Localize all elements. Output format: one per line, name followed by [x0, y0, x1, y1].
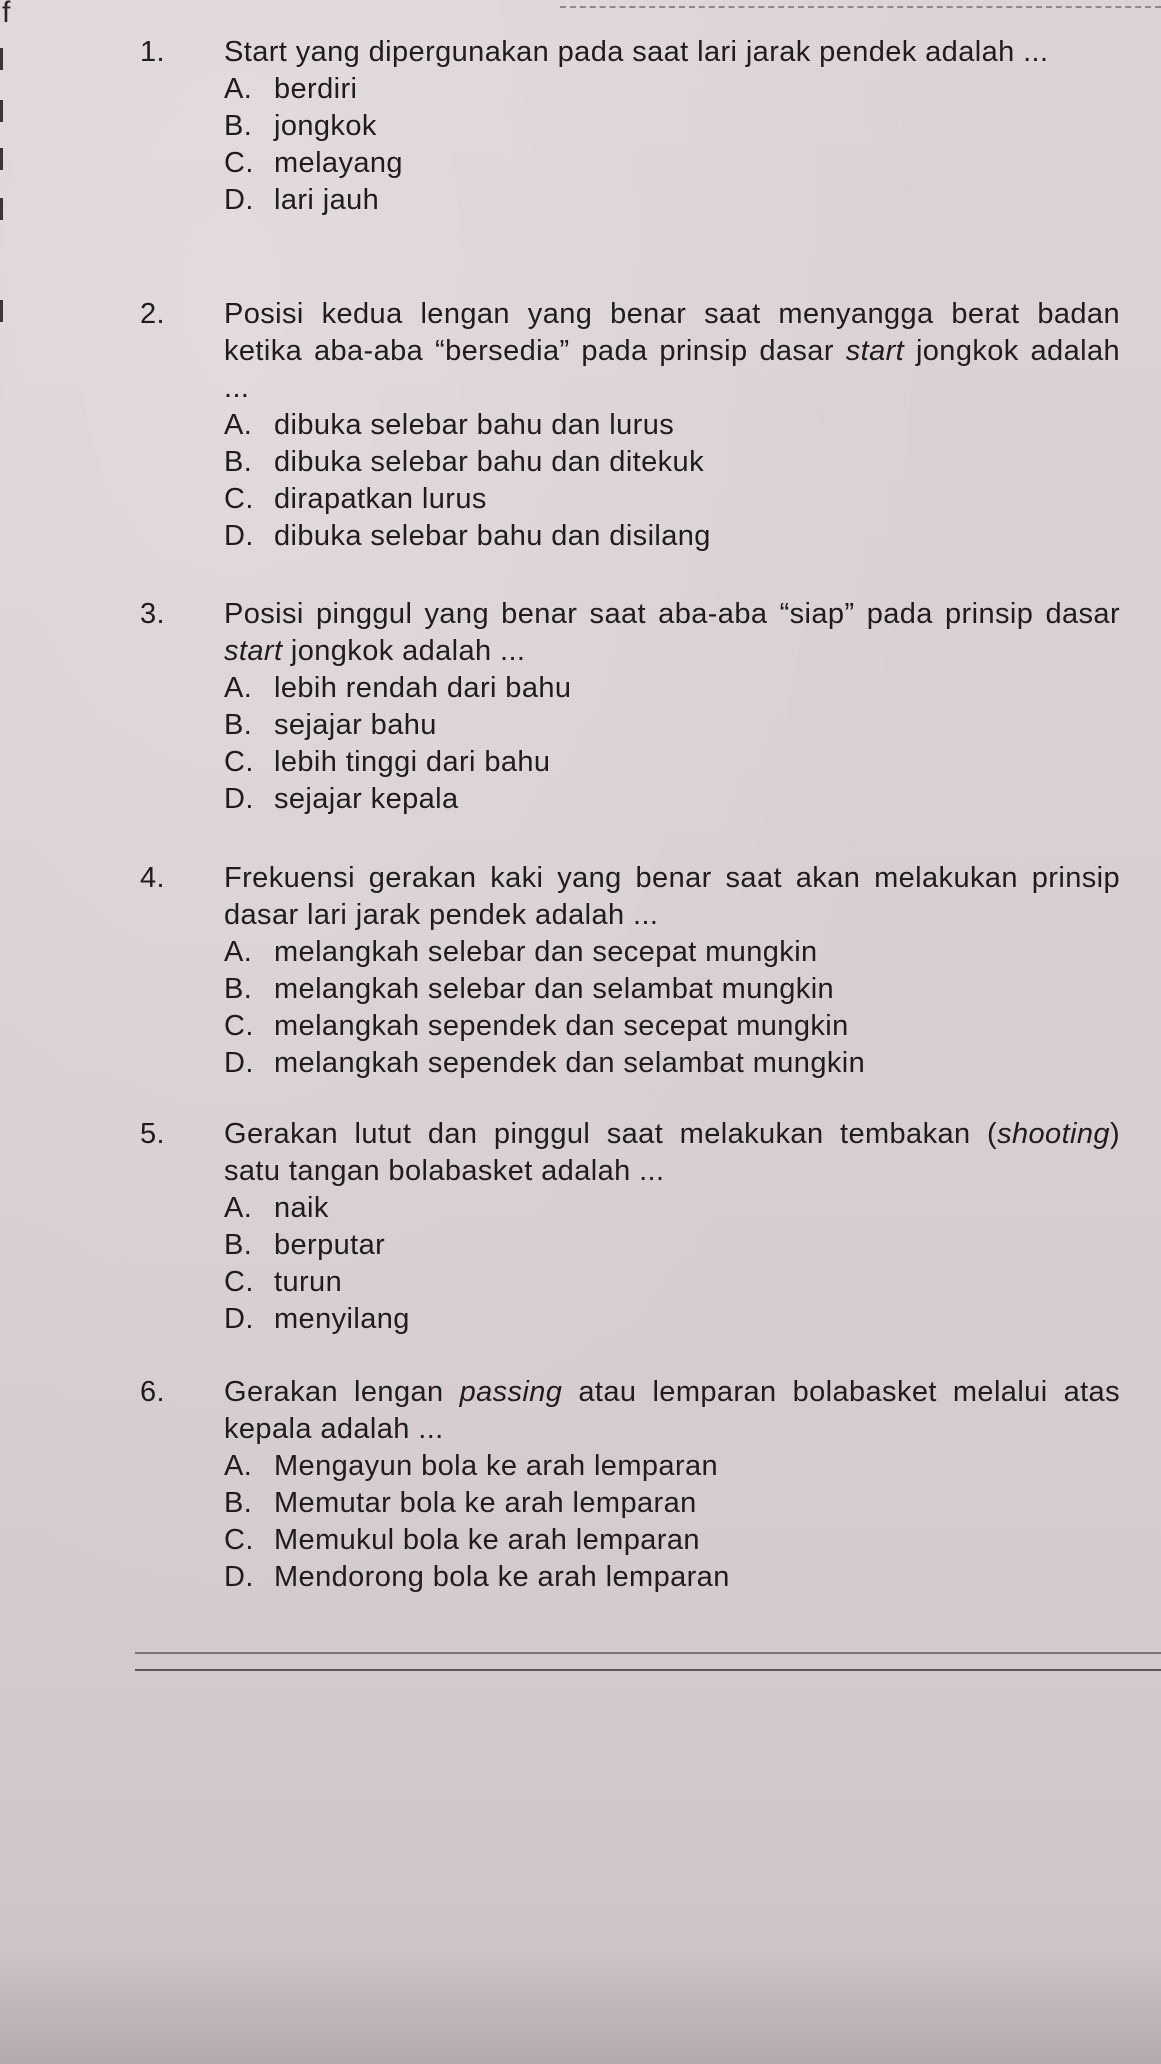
question-number: 2. [140, 298, 165, 330]
option-list [224, 407, 1120, 555]
question-text: Start yang dipergunakan pada saat lari jarak pendek adalah ... [224, 36, 1049, 68]
option-letter: D. [224, 1047, 254, 1079]
option-text: lebih rendah dari bahu [274, 672, 572, 704]
margin-tick [0, 48, 3, 70]
question-text-italic: start [845, 335, 905, 367]
option-a [224, 407, 1120, 444]
option-c [224, 1008, 1120, 1045]
option-text: melangkah sependek dan secepat mungkin [274, 1010, 849, 1042]
option-letter: C. [224, 483, 254, 515]
margin-tick [0, 300, 3, 322]
question-text-italic: start [224, 635, 283, 667]
option-d [224, 1301, 1120, 1338]
option-d [224, 1045, 1120, 1082]
question-text-part: jongkok adalah ... [282, 635, 526, 667]
question-number: 3. [140, 598, 165, 630]
question-3 [140, 596, 1120, 818]
option-text: dibuka selebar bahu dan disilang [274, 520, 711, 552]
question-text-part: Gerakan lengan [224, 1376, 460, 1408]
page-shadow [0, 1954, 1161, 2064]
option-letter: B. [224, 1487, 253, 1519]
option-text: berdiri [274, 73, 358, 105]
option-list [224, 934, 1120, 1082]
question-1 [140, 34, 1120, 219]
question-text-part: jongkok adalah ... [224, 335, 1120, 404]
option-text: dirapatkan lurus [274, 483, 487, 515]
option-a [224, 1190, 1120, 1227]
option-letter: B. [224, 973, 253, 1005]
question-text-part: Gerakan lutut dan pinggul saat melakukan tembakan ( [224, 1118, 998, 1150]
margin-tick [0, 148, 3, 170]
option-letter: A. [224, 1192, 253, 1224]
option-letter: D. [224, 783, 254, 815]
option-text: menyilang [274, 1303, 410, 1335]
option-text: Mendorong bola ke arah lemparan [274, 1561, 730, 1593]
option-d [224, 182, 1120, 219]
option-text: melangkah sependek dan selambat mungkin [274, 1047, 866, 1079]
question-4 [140, 860, 1120, 1082]
question-text [224, 1116, 1120, 1190]
option-letter: D. [224, 520, 254, 552]
question-text [224, 860, 1120, 934]
option-list [224, 670, 1120, 818]
option-letter: C. [224, 1524, 254, 1556]
question-number: 5. [140, 1118, 165, 1150]
option-letter: C. [224, 147, 254, 179]
option-a [224, 934, 1120, 971]
question-text-italic: shooting [997, 1118, 1110, 1150]
bottom-rule [135, 1652, 1161, 1654]
question-text-part: ) satu tangan bolabasket adalah ... [224, 1118, 1120, 1187]
question-text-part: atau lemparan bolabasket melalui atas kepala adalah ... [224, 1376, 1120, 1445]
option-c [224, 481, 1120, 518]
question-number: 1. [140, 36, 165, 68]
option-text: dibuka selebar bahu dan ditekuk [274, 446, 704, 478]
option-text: melayang [274, 147, 403, 179]
option-letter: A. [224, 73, 253, 105]
option-c [224, 744, 1120, 781]
option-c [224, 1522, 1120, 1559]
top-dashed-rule [560, 6, 1161, 8]
question-text-italic: passing [459, 1376, 563, 1408]
option-letter: A. [224, 1450, 253, 1482]
option-letter: A. [224, 409, 253, 441]
question-text [224, 296, 1120, 407]
option-letter: C. [224, 1266, 254, 1298]
option-letter: B. [224, 446, 253, 478]
option-d [224, 1559, 1120, 1596]
option-a [224, 1448, 1120, 1485]
option-text: lebih tinggi dari bahu [274, 746, 551, 778]
question-text [224, 596, 1120, 670]
option-letter: C. [224, 746, 254, 778]
option-b [224, 1485, 1120, 1522]
bottom-rule [135, 1669, 1161, 1671]
option-text: berputar [274, 1229, 386, 1261]
option-letter: B. [224, 1229, 253, 1261]
option-b [224, 444, 1120, 481]
option-b [224, 971, 1120, 1008]
question-number: 4. [140, 862, 165, 894]
option-letter: D. [224, 184, 254, 216]
question-number: 6. [140, 1376, 165, 1408]
option-b [224, 1227, 1120, 1264]
option-letter: A. [224, 936, 253, 968]
option-text: sejajar bahu [274, 709, 437, 741]
question-text-part: Posisi kedua lengan yang benar saat menyangga berat badan ketika aba-aba “bersedia” pada prinsip dasar [224, 298, 1120, 367]
option-text: melangkah selebar dan secepat mungkin [274, 936, 818, 968]
option-text: naik [274, 1192, 329, 1224]
option-letter: B. [224, 110, 253, 142]
option-text: Memutar bola ke arah lemparan [274, 1487, 697, 1519]
option-b [224, 707, 1120, 744]
option-letter: A. [224, 672, 253, 704]
question-text-part: Posisi pinggul yang benar saat aba-aba “siap” pada prinsip dasar [224, 598, 1120, 630]
option-text: jongkok [274, 110, 377, 142]
option-d [224, 518, 1120, 555]
option-list [224, 1190, 1120, 1338]
option-text: lari jauh [274, 184, 380, 216]
option-b [224, 108, 1120, 145]
margin-tick [0, 100, 3, 122]
option-letter: B. [224, 709, 253, 741]
question-6 [140, 1374, 1120, 1596]
option-list [224, 1448, 1120, 1596]
option-text: melangkah selebar dan selambat mungkin [274, 973, 835, 1005]
question-text [224, 1374, 1120, 1448]
option-a [224, 71, 1120, 108]
option-text: turun [274, 1266, 343, 1298]
question-5 [140, 1116, 1120, 1338]
question-text-part: Frekuensi gerakan kaki yang benar saat akan melakukan prinsip dasar lari jarak pendek adalah ... [224, 862, 1120, 931]
option-d [224, 781, 1120, 818]
option-c [224, 1264, 1120, 1301]
option-text: Mengayun bola ke arah lemparan [274, 1450, 719, 1482]
option-letter: D. [224, 1561, 254, 1593]
margin-tick [0, 198, 3, 220]
option-text: sejajar kepala [274, 783, 459, 815]
option-list [224, 71, 1120, 219]
option-letter: D. [224, 1303, 254, 1335]
option-letter: C. [224, 1010, 254, 1042]
option-text: dibuka selebar bahu dan lurus [274, 409, 675, 441]
option-c [224, 145, 1120, 182]
question-2 [140, 296, 1120, 555]
option-a [224, 670, 1120, 707]
margin-letter: f [2, 0, 11, 29]
option-text: Memukul bola ke arah lemparan [274, 1524, 700, 1556]
